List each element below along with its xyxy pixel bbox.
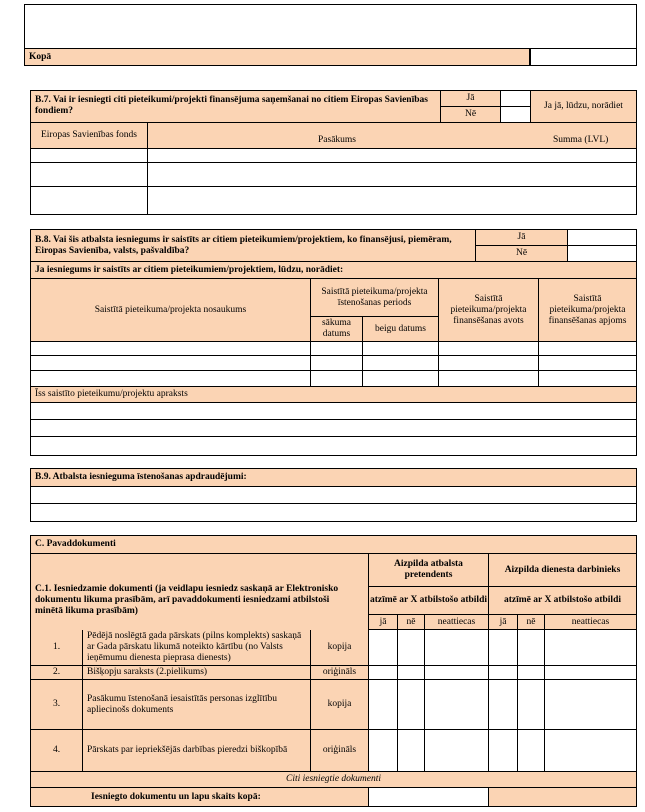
c-row1-app-no[interactable] [398, 630, 425, 666]
b8-yes-label: Jā [517, 232, 526, 242]
b7-yes-label: Jā [466, 93, 475, 103]
b7-row2-activity[interactable] [148, 163, 636, 187]
b8-row3-amount[interactable] [539, 371, 636, 387]
c-row2-app-yes[interactable] [369, 666, 398, 680]
b8-no-label-cell [476, 246, 568, 262]
c-row1-off-yes[interactable] [489, 630, 518, 666]
c-row1-app-na[interactable] [425, 630, 489, 666]
c-row4-off-no[interactable] [518, 730, 545, 772]
c-row2-off-na[interactable] [545, 666, 636, 680]
total-label: Kopā [29, 51, 52, 62]
c-total-input[interactable] [369, 788, 489, 806]
c-row3-off-na[interactable] [545, 680, 636, 730]
official-no-head [518, 615, 545, 630]
b8-row2-amount[interactable] [539, 356, 636, 371]
b7-row1-activity[interactable] [148, 149, 636, 163]
official-yes-head [489, 615, 518, 630]
b8-yes-box[interactable] [568, 230, 636, 246]
c-row4-app-na[interactable] [425, 730, 489, 772]
c-row1-type-text: kopija [327, 642, 352, 652]
official-mark-cell [489, 587, 636, 615]
c-total-docs: Iesniegto dokumentu un lapu skaits kopā: [91, 791, 261, 802]
c-row2-off-no[interactable] [518, 666, 545, 680]
b8-col-name: Saistītā pieteikuma/projekta nosaukums [94, 304, 247, 315]
b8-desc-line2[interactable] [31, 420, 636, 437]
applicant-yes-label: jā [379, 616, 387, 627]
c-title-cell [31, 536, 636, 554]
section-c [30, 535, 637, 807]
c-row2-text [83, 666, 311, 680]
c-row1-desc: Pēdējā noslēgtā gada pārskats (pilns komplekts) saskaņā ar Gada pārskatu likumā noteikto kārtību (no Valsts ieņēmumu dienesta pieprasa dienests) [87, 631, 302, 663]
b7-question: B.7. Vai ir iesniegti citi pieteikumi/projekti finansējuma saņemšanai no citiem Eiropas Savienības fondiem? [35, 95, 428, 116]
official-mark: atzīmē ar X atbilstošo atbildi [504, 595, 621, 605]
c-row3-app-na[interactable] [425, 680, 489, 730]
applicant-no-label: nē [406, 616, 416, 627]
b8-desc-line3[interactable] [31, 437, 636, 455]
b8-row3-source[interactable] [439, 371, 539, 387]
b8-question: B.8. Vai šis atbalsta iesniegums ir saistīts ar citiem pieteikumiem/projektiem, ko finansējusi, piemēram, Eiropas Savienība, valsts, pašvaldība? [35, 234, 452, 256]
b8-row1-name[interactable] [31, 342, 311, 356]
applicant-mark: atzīmē ar X atbilstošo atbildi [370, 595, 487, 605]
applicant-no-head [398, 615, 425, 630]
b8-yes-label-cell [476, 230, 568, 246]
b8-col-period: Saistītā pieteikuma/projekta īstenošanas periods [321, 286, 428, 308]
c-total-label-cell [31, 788, 369, 806]
b8-no-label: Nē [515, 248, 528, 258]
top-table [24, 4, 637, 66]
b8-row1-end[interactable] [363, 342, 439, 356]
b7-yes-box[interactable] [501, 91, 531, 107]
c1-title: C.1. Iesniedzamie dokumenti (ja veidlapu iesniedz saskaņā ar Elektronisko dokumentu likuma prasībām, arī pavaddokumenti iesniedzami atbilstoši minētā likuma prasībām) [35, 584, 339, 616]
b8-row2-start[interactable] [311, 356, 363, 371]
c-row4-desc: Pārskats par iepriekšējās darbības pieredzi biškopībā [87, 745, 288, 755]
applicant-yes-head [369, 615, 398, 630]
c-other-docs: Citi iesniegtie dokumenti [286, 774, 381, 784]
b8-col-source-cell [439, 279, 539, 342]
b7-no-label: Nē [464, 109, 477, 119]
b8-desc-line1[interactable] [31, 403, 636, 420]
c-total-official [489, 788, 636, 806]
applicant-na-head [425, 615, 489, 630]
total-label-cell [25, 49, 530, 65]
b8-row2-name[interactable] [31, 356, 311, 371]
b9-line1[interactable] [31, 487, 636, 504]
b7-col-activity: Pasākums [318, 135, 356, 145]
b7-row3-activity[interactable] [148, 187, 636, 214]
c-row3-app-yes[interactable] [369, 680, 398, 730]
b8-col-start: sākuma datums [321, 318, 352, 339]
b8-col-amount-cell [539, 279, 636, 342]
b8-col-name-cell [31, 279, 311, 342]
official-no-label: nē [526, 616, 536, 627]
official-header: Aizpilda dienesta darbinieks [504, 564, 621, 575]
c-row2-type-text: oriģināls [322, 667, 357, 677]
c-row3-desc: Pasākumu īstenošanā iesaistītās personas izglītību apliecinošs dokuments [87, 693, 277, 715]
b8-question-cell [31, 230, 476, 262]
section-b7 [30, 90, 637, 215]
section-b8 [30, 229, 637, 456]
b8-col-period-cell [311, 279, 439, 317]
b7-question-cell [31, 91, 441, 123]
c-row1-app-yes[interactable] [369, 630, 398, 666]
applicant-mark-cell [369, 587, 489, 615]
b8-no-box[interactable] [568, 246, 636, 262]
c-row3-type [311, 680, 369, 730]
b7-col-activity-cell [148, 123, 636, 149]
c-row4-num [31, 730, 83, 772]
b9-line2[interactable] [31, 504, 636, 521]
b8-row1-start[interactable] [311, 342, 363, 356]
c-row1-off-na[interactable] [545, 630, 636, 666]
c-row2-app-no[interactable] [398, 666, 425, 680]
c-row4-off-na[interactable] [545, 730, 636, 772]
b8-row1-amount[interactable] [539, 342, 636, 356]
applicant-header-cell [369, 554, 489, 587]
c-row3-off-yes[interactable] [489, 680, 518, 730]
b8-description-cell [31, 387, 636, 403]
total-value-field[interactable] [530, 49, 636, 65]
applicant-header: Aizpilda atbalsta pretendents [394, 559, 463, 580]
b9-title: B.9. Atbalsta iesnieguma īstenošanas apdraudējumi: [35, 472, 247, 482]
b7-row3-fund[interactable] [31, 187, 148, 214]
c-row2-num-text: 2. [52, 667, 61, 677]
b8-col-amount: Saistītā pieteikuma/projekta finansēšanas apjoms [548, 293, 627, 326]
c-row4-text [83, 730, 311, 772]
b7-no-box[interactable] [501, 107, 531, 123]
b8-description: Īss saistīto pieteikumu/projektu apraksts [35, 389, 188, 399]
official-na-label: neattiecas [571, 616, 610, 627]
b8-if-related-cell [31, 262, 636, 279]
c-row2-off-yes[interactable] [489, 666, 518, 680]
c-row4-num-text: 4. [52, 745, 61, 755]
c-row1-num [31, 630, 83, 666]
b8-row3-name[interactable] [31, 371, 311, 387]
c-title: C. Pavaddokumenti [35, 539, 116, 549]
b7-row1-fund[interactable] [31, 149, 148, 163]
c-row1-num-text: 1. [52, 642, 61, 652]
c-row2-app-na[interactable] [425, 666, 489, 680]
b9-title-cell [31, 469, 636, 487]
b7-if-yes: Ja jā, lūdzu, norādiet [544, 101, 623, 111]
b7-no-label-cell [441, 107, 501, 123]
c-row4-type-text: oriģināls [322, 745, 357, 755]
b8-row1-source[interactable] [439, 342, 539, 356]
b8-col-end: beigu datums [375, 323, 426, 334]
b7-col-sum: Summa (LVL) [553, 135, 609, 145]
c-row3-num-text: 3. [52, 699, 61, 709]
c-row1-type [311, 630, 369, 666]
b8-col-source: Saistītā pieteikuma/projekta finansēšanas avots [450, 293, 527, 326]
c-row3-off-no[interactable] [518, 680, 545, 730]
b7-col-fund-cell [31, 123, 148, 149]
c-row4-type [311, 730, 369, 772]
b7-if-yes-cell [531, 91, 636, 123]
b7-col-fund: Eiropas Savienības fonds [40, 130, 138, 140]
c-row4-off-yes[interactable] [489, 730, 518, 772]
applicant-na-label: neattiecas [437, 616, 476, 627]
c-row3-type-text: kopija [327, 699, 352, 709]
c-row1-text [83, 630, 311, 666]
b8-col-end-cell [363, 317, 439, 342]
c-other-docs-cell [31, 772, 636, 788]
official-yes-label: jā [499, 616, 507, 627]
c-row3-text [83, 680, 311, 730]
c-row2-desc: Bišķopju saraksts (2.pielikums) [87, 667, 208, 677]
b7-row2-fund[interactable] [31, 163, 148, 187]
b8-if-related: Ja iesniegums ir saistīts ar citiem pieteikumiem/projektiem, lūdzu, norādiet: [35, 264, 344, 275]
c-row2-num [31, 666, 83, 680]
official-na-head [545, 615, 636, 630]
c-row4-app-yes[interactable] [369, 730, 398, 772]
b8-row3-end[interactable] [363, 371, 439, 387]
top-blank-area[interactable] [25, 5, 636, 49]
b8-col-start-cell [311, 317, 363, 342]
c-row3-num [31, 680, 83, 730]
section-b9 [30, 468, 637, 522]
b8-row3-start[interactable] [311, 371, 363, 387]
c-row2-type [311, 666, 369, 680]
b8-row2-source[interactable] [439, 356, 539, 371]
b7-yes-label-cell [441, 91, 501, 107]
official-header-cell [489, 554, 636, 587]
c-row1-off-no[interactable] [518, 630, 545, 666]
b8-row2-end[interactable] [363, 356, 439, 371]
c-row4-app-no[interactable] [398, 730, 425, 772]
c-row3-app-no[interactable] [398, 680, 425, 730]
